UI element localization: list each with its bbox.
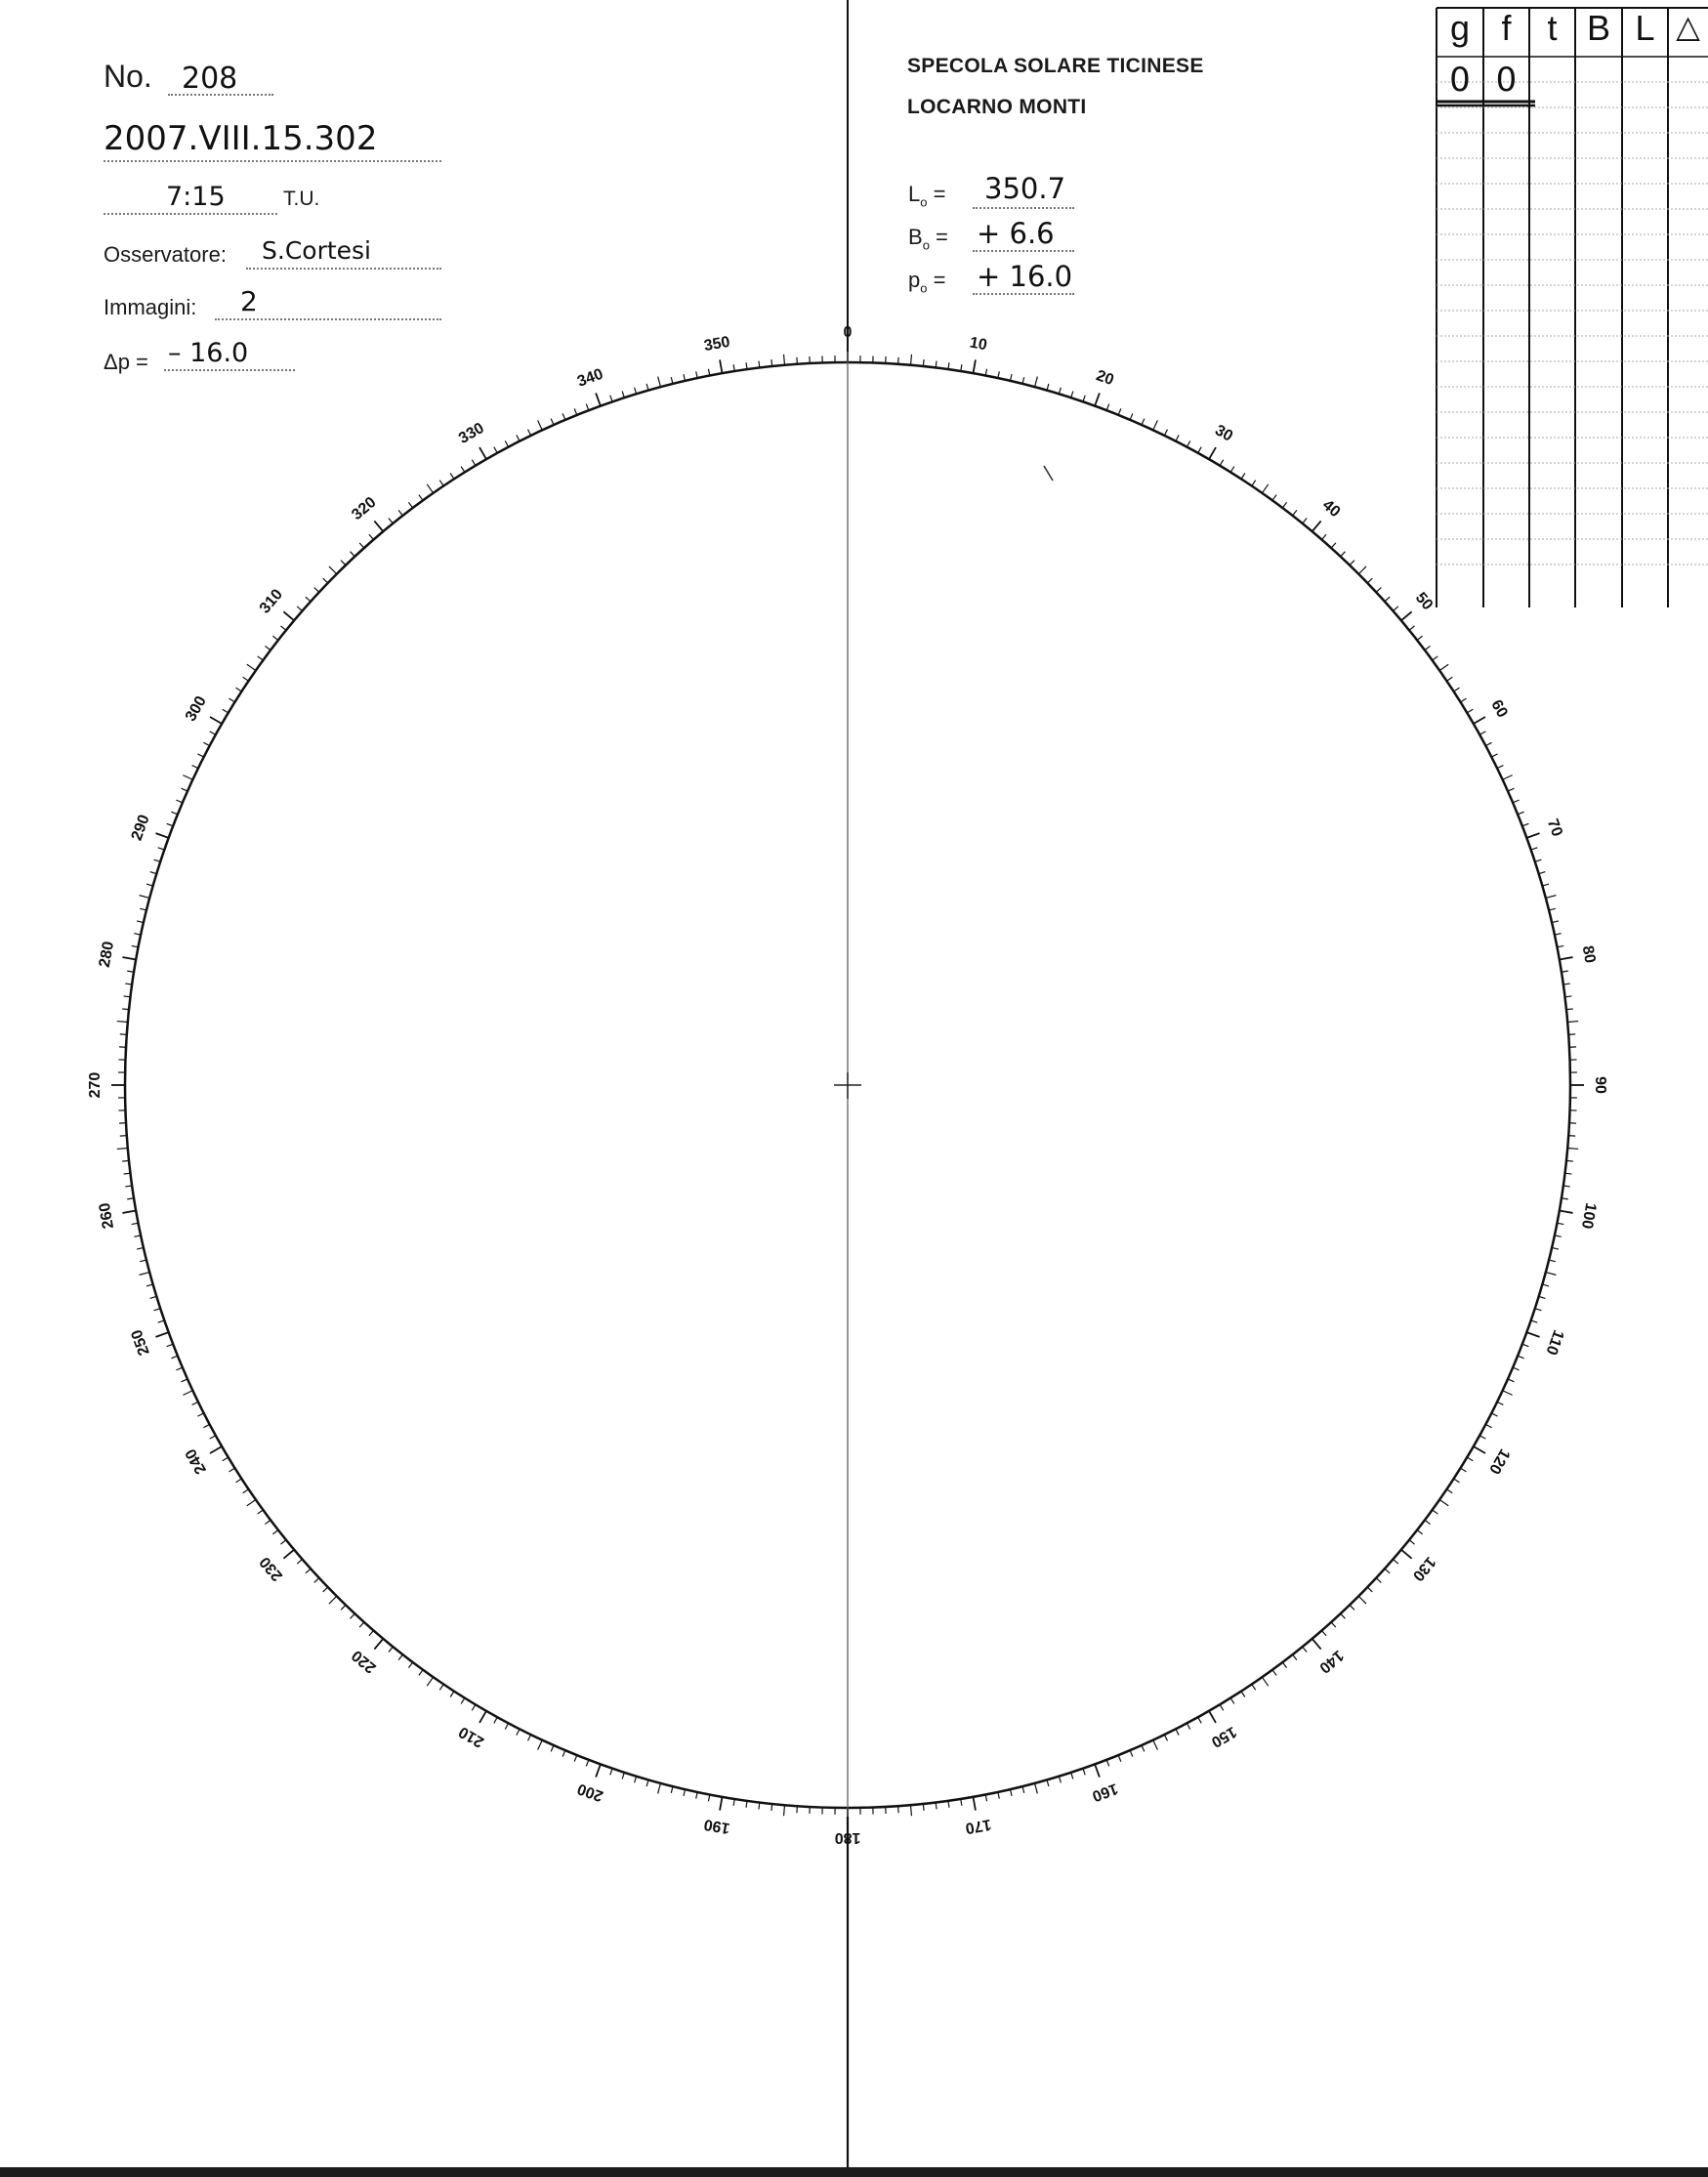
disk-tick: [1567, 1022, 1578, 1023]
observer-value: S.Cortesi: [262, 236, 371, 265]
disk-tick: [1209, 1711, 1216, 1723]
disk-scale-label: 190: [702, 1815, 731, 1837]
disk-tick: [1439, 1499, 1448, 1505]
disk-tick: [1560, 1210, 1573, 1212]
disk-scale-label: 100: [1577, 1201, 1600, 1231]
disk-tick: [1358, 1596, 1366, 1604]
bottom-edge: [0, 2167, 1708, 2177]
number-value: 208: [182, 62, 238, 96]
disk-scale-label: 210: [456, 1723, 487, 1751]
p0-field: [973, 260, 1074, 295]
disk-tick: [658, 377, 661, 388]
number-label: No.: [104, 59, 152, 94]
disk-tick: [910, 1805, 911, 1816]
disk-scale-label: 40: [1318, 496, 1344, 522]
disk-scale-label: 250: [128, 1326, 153, 1358]
disk-tick: [596, 393, 601, 405]
disk-scale-label: 160: [1089, 1779, 1120, 1805]
disk-tick: [374, 1639, 383, 1650]
col-header-B: B: [1586, 8, 1610, 48]
disk-scale-label: 0: [843, 324, 853, 342]
disk-tick: [155, 1332, 168, 1337]
disk-tick: [210, 1446, 222, 1453]
p0-letter: p: [908, 268, 921, 292]
disk-tick: [479, 447, 486, 459]
disk-tick: [183, 775, 192, 780]
disk-tick: [140, 896, 150, 899]
p0-subscript: o: [920, 280, 928, 296]
observer-field: [246, 238, 441, 270]
images-label: Immagini:: [104, 295, 197, 319]
disk-tick: [1095, 1764, 1100, 1777]
disk-tick: [1035, 377, 1038, 388]
disk-tick: [538, 1740, 543, 1750]
disk-tick: [1153, 420, 1158, 430]
disk-tick: [1153, 1740, 1158, 1750]
disk-tick: [1312, 1639, 1321, 1650]
disk-tick: [247, 664, 256, 670]
disk-tick: [1526, 1332, 1539, 1337]
disk-tick: [1546, 896, 1557, 899]
disk-tick: [479, 1711, 486, 1723]
disk-tick: [538, 420, 543, 430]
p0-value: + 16.0: [977, 260, 1073, 293]
l0-subscript: o: [920, 194, 928, 210]
col-header-delta: △: [1676, 9, 1700, 44]
b0-letter: B: [908, 225, 923, 249]
disk-tick: [1474, 717, 1485, 724]
disk-tick: [1209, 447, 1216, 459]
disk-tick: [374, 521, 383, 531]
time-value: 7:15: [166, 182, 226, 212]
disk-tick: [1095, 393, 1100, 405]
p0-label: [908, 268, 945, 295]
disk-scale-label: 80: [1578, 944, 1599, 965]
disk-tick: [1474, 1446, 1485, 1453]
disk-scale-label: 70: [1543, 816, 1565, 839]
disk-scale-label: 90: [1591, 1076, 1608, 1094]
observer-label: Osservatore:: [104, 242, 227, 267]
disk-tick: [1262, 1677, 1268, 1686]
disk-tick: [1567, 1148, 1578, 1149]
disk-scale-label: 260: [96, 1201, 118, 1231]
disk-tick: [973, 1797, 975, 1811]
disk-tick: [784, 1805, 785, 1816]
col-header-t: t: [1547, 8, 1558, 48]
disk-tick: [1546, 1273, 1557, 1276]
delta-p-label: Δp =: [104, 350, 148, 374]
col-header-L: L: [1635, 8, 1655, 48]
disk-tick: [247, 1499, 256, 1505]
disk-tick: [784, 355, 785, 365]
disk-scale-label: 310: [256, 586, 287, 617]
disk-scale-label: 280: [96, 940, 118, 969]
disk-scale-label: 200: [575, 1779, 606, 1805]
disk-tick: [596, 1764, 601, 1777]
disk-scale-label: 350: [702, 333, 731, 356]
disk-scale-label: 230: [256, 1553, 287, 1584]
disk-tick: [658, 1783, 661, 1794]
disk-tick: [155, 833, 168, 838]
disk-scale-label: 300: [182, 693, 210, 725]
col-header-g: g: [1449, 8, 1471, 48]
date-value: 2007.VIII.15.302: [104, 119, 378, 158]
disk-tick: [1560, 957, 1573, 959]
b0-value: + 6.6: [977, 217, 1055, 250]
l0-equals: =: [933, 182, 946, 206]
disk-scale-label: 220: [349, 1646, 380, 1677]
disk-tick: [1503, 1391, 1513, 1396]
disk-tick: [329, 1596, 337, 1604]
images-value: 2: [240, 285, 258, 317]
disk-tick: [910, 355, 911, 365]
pencil-mark: [1044, 466, 1053, 481]
number-field: [168, 63, 273, 96]
disk-tick: [283, 1550, 294, 1559]
disk-tick: [427, 1677, 433, 1686]
date-field: [104, 119, 441, 162]
disk-tick: [720, 1797, 722, 1811]
l0-letter: L: [908, 182, 921, 206]
p0-equals: =: [933, 268, 946, 292]
disk-tick: [283, 611, 294, 620]
disk-tick: [973, 359, 975, 373]
disk-scale-label: 180: [834, 1828, 861, 1846]
cell-f-row1: 0: [1495, 61, 1518, 100]
disk-tick: [720, 359, 722, 373]
disk-tick: [1035, 1783, 1038, 1794]
disk-scale-label: 290: [128, 813, 153, 844]
disk-tick: [117, 1022, 128, 1023]
l0-field: [973, 172, 1074, 209]
disk-scale-label: 120: [1485, 1445, 1514, 1477]
b0-label: [908, 225, 948, 252]
disk-tick: [1312, 521, 1321, 531]
disk-scale-label: 140: [1315, 1646, 1347, 1677]
disk-tick: [1401, 611, 1412, 620]
b0-equals: =: [936, 225, 948, 249]
time-field: [104, 184, 277, 215]
disk-tick: [140, 1273, 150, 1276]
l0-label: [908, 182, 945, 209]
disk-tick: [329, 566, 337, 574]
disk-scale-label: 50: [1411, 589, 1437, 614]
b0-subscript: o: [922, 237, 930, 253]
disk-tick: [122, 957, 136, 959]
disk-scale-label: 130: [1408, 1553, 1439, 1584]
disk-scale-label: 20: [1094, 367, 1116, 390]
disk-tick: [1503, 775, 1513, 780]
disk-scale-label: 60: [1487, 696, 1511, 721]
disk-scale-label: 320: [349, 493, 380, 524]
disk-scale-label: 270: [87, 1071, 104, 1099]
disk-scale-label: 240: [182, 1445, 210, 1477]
col-header-f: f: [1501, 8, 1512, 48]
time-unit: T.U.: [283, 188, 320, 210]
disk-tick: [183, 1391, 192, 1396]
disk-scale-label: 30: [1212, 422, 1236, 445]
disk-scale-label: 10: [968, 334, 988, 355]
disk-tick: [1526, 833, 1539, 838]
observatory-name: SPECOLA SOLARE TICINESE: [907, 55, 1204, 77]
observatory-location: LOCARNO MONTI: [907, 96, 1087, 118]
tally-grid: [1436, 0, 1708, 610]
images-field: [215, 285, 441, 320]
disk-tick: [1358, 566, 1366, 574]
disk-tick: [1439, 664, 1448, 670]
l0-value: 350.7: [984, 172, 1066, 205]
disk-tick: [117, 1148, 128, 1149]
delta-p-field: [164, 338, 295, 371]
disk-scale-label: 170: [964, 1815, 993, 1837]
delta-p-value: – 16.0: [168, 338, 249, 368]
disk-scale-label: 340: [575, 365, 606, 391]
disk-tick: [1401, 1550, 1412, 1559]
disk-tick: [427, 484, 433, 493]
disk-tick: [210, 717, 222, 724]
disk-scale-label: 110: [1542, 1327, 1567, 1358]
disk-tick: [122, 1210, 136, 1212]
cell-g-row1: 0: [1449, 61, 1471, 100]
disk-tick: [1262, 484, 1268, 493]
disk-scale-label: 330: [456, 419, 487, 447]
b0-field: [973, 217, 1074, 252]
disk-scale-label: 150: [1208, 1723, 1239, 1751]
